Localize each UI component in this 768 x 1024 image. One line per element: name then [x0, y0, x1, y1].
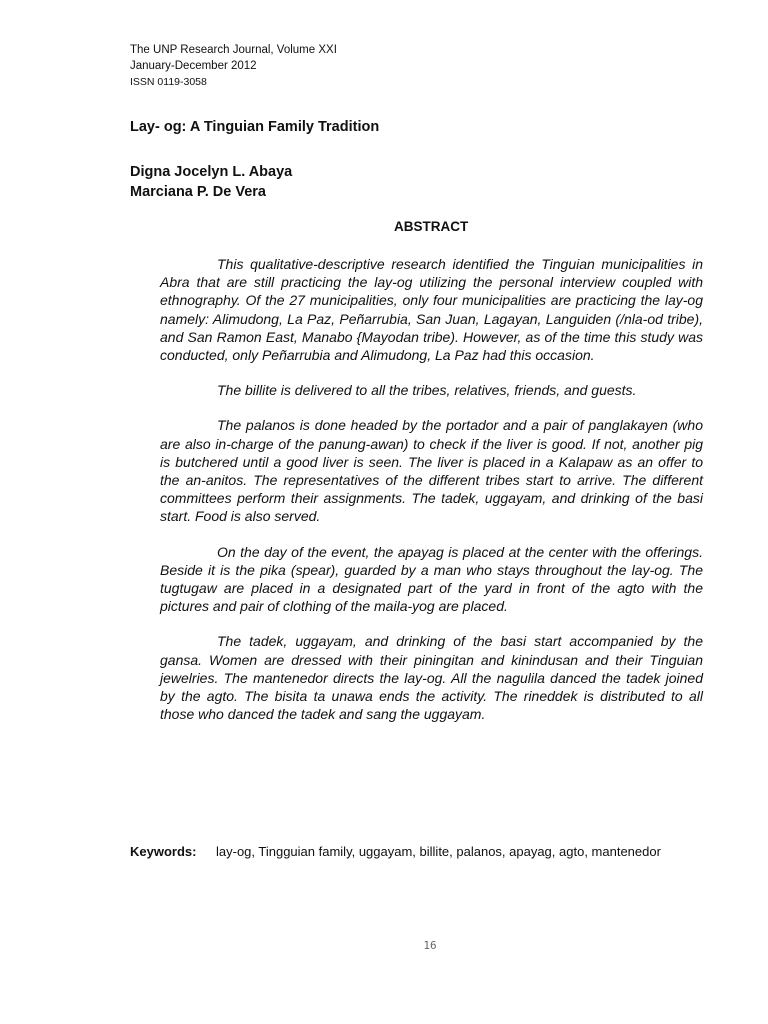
author-name: Marciana P. De Vera: [130, 184, 266, 200]
journal-header: [130, 42, 337, 90]
abstract-paragraph: The palanos is done headed by the portador and a pair of panglakayen (who are also in-charge of the panung-awan) to check if the liver is good. If not, another pig is butchered until a good liver is seen. The liver is placed in a Kalapaw as an offer to the an-anitos. The representatives of the different tribes start to arrive. The different committees perform their assignments. The tadek, uggayam, and drinking of the basi start. Food is also served.: [160, 417, 703, 525]
paper-title: Lay- og: A Tinguian Family Tradition: [130, 119, 380, 135]
abstract-heading: ABSTRACT: [394, 219, 469, 234]
page-number: 16: [423, 939, 437, 952]
author-name: Digna Jocelyn L. Abaya: [130, 164, 293, 180]
journal-name: The UNP Research Journal, Volume XXI: [130, 44, 337, 56]
journal-period: January-December 2012: [130, 60, 257, 72]
journal-issn: ISSN 0119-3058: [130, 76, 207, 88]
keywords-label: Keywords:: [130, 844, 197, 859]
abstract-paragraph: On the day of the event, the apayag is placed at the center with the offerings. Beside it is the pika (spear), guarded by a man who stays throughout the lay-og. The tugtugaw are placed in a designated part of the yard in front of the agto with the pictures and pair of clothing of the maila-yog are placed.: [160, 543, 703, 615]
keywords-text: lay-og, Tingguian family, uggayam, billite, palanos, apayag, agto, mantenedor: [216, 844, 661, 859]
abstract-paragraph: The tadek, uggayam, and drinking of the basi start accompanied by the gansa. Women are dressed with their piningitan and kinindusan and their Tinguian jewelries. The mantenedor directs the lay-og. All the nagulila danced the tadek joined by the agto. The bisita ta unawa ends the activity. The rineddek is distributed to all those who danced the tadek and sang the uggayam.: [160, 633, 703, 723]
abstract-paragraph: This qualitative-descriptive research identified the Tinguian municipalities in Abra that are still practicing the lay-og utilizing the personal interview coupled with ethnography. Of the 27 municipalities, only four municipalities are practicing the lay-og namely: Alimudong, La Paz, Peñarrubia, San Juan, Lagayan, Languiden (/nla-od tribe), and San Ramon East, Manabo {Mayodan tribe). However, as of the time this study was conducted, only Peñarrubia and Alimudong, La Paz had this occasion.: [160, 256, 703, 364]
keywords-section: [130, 843, 686, 861]
abstract-body: [160, 255, 703, 740]
abstract-paragraph: The billite is delivered to all the tribes, relatives, friends, and guests.: [217, 382, 637, 399]
author-list: [130, 162, 292, 202]
